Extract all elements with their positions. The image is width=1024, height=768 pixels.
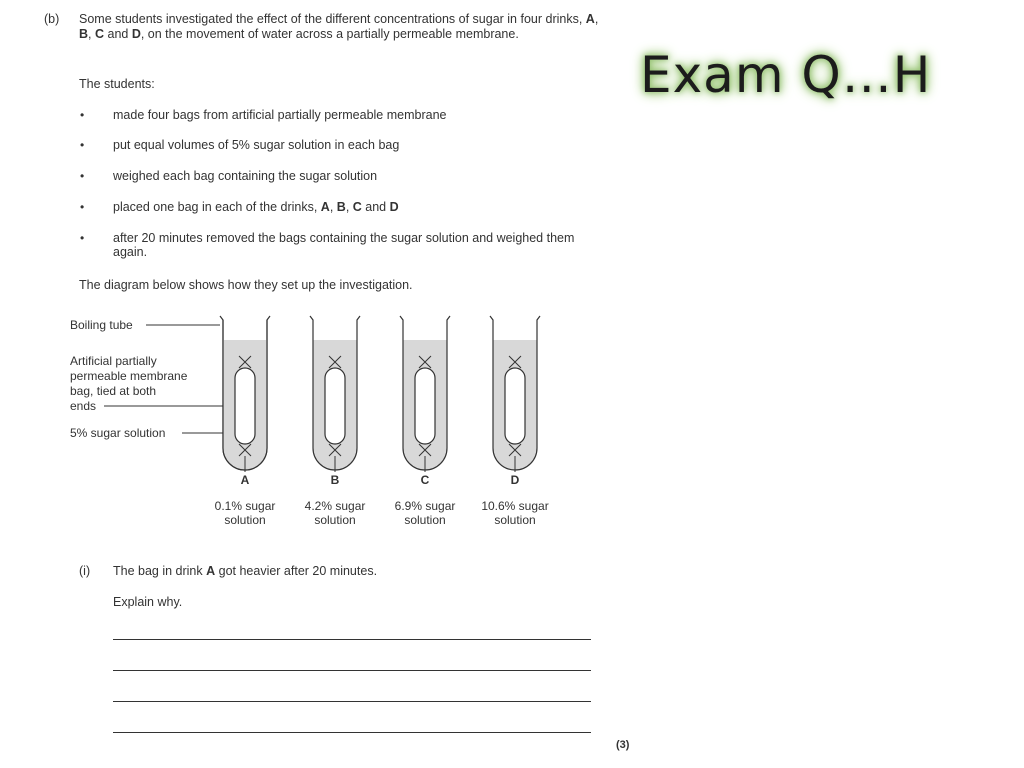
slide-title: Exam Q…H: [640, 46, 932, 104]
tube-concentration: 6.9% sugar: [394, 499, 456, 513]
bullet-item: put equal volumes of 5% sugar solution in each bag: [113, 138, 400, 152]
tube-letter: D: [510, 473, 520, 487]
answer-line[interactable]: [113, 639, 591, 640]
tube-concentration: 10.6% sugar: [481, 499, 549, 513]
bullet-item: after 20 minutes removed the bags containing the sugar solution and weighed them again.: [113, 231, 575, 259]
answer-line[interactable]: [113, 670, 591, 671]
answer-line[interactable]: [113, 701, 591, 702]
tube-letter: C: [420, 473, 430, 487]
students-heading: The students:: [79, 77, 155, 91]
bullet-marker: •: [80, 169, 85, 183]
subquestion-label: (i): [79, 564, 91, 578]
label-membrane-2: permeable membrane: [70, 369, 188, 383]
tube-a: [215, 316, 276, 527]
bullet-marker: •: [80, 138, 85, 152]
tube-solution: solution: [314, 513, 356, 527]
tube-concentration: 0.1% sugar: [214, 499, 276, 513]
tube-c: [395, 316, 456, 527]
label-boiling-tube: Boiling tube: [70, 318, 133, 332]
tube-d: [481, 316, 548, 527]
marks-label: (3): [616, 739, 630, 751]
tube-b: [305, 316, 366, 527]
bullet-marker: •: [80, 108, 85, 122]
investigation-diagram: [0, 300, 620, 540]
tube-solution: solution: [494, 513, 536, 527]
bullet-item: made four bags from artificial partially permeable membrane: [113, 108, 447, 122]
bullet-marker: •: [80, 200, 85, 214]
bullet-item: placed one bag in each of the drinks, A, B, C and D: [113, 200, 399, 214]
part-label: (b): [44, 12, 60, 26]
tube-letter: A: [240, 473, 250, 487]
label-membrane-4: ends: [70, 399, 97, 413]
label-membrane-3: bag, tied at both: [70, 384, 157, 398]
bullet-marker: •: [80, 231, 85, 245]
tube-solution: solution: [224, 513, 266, 527]
diagram-intro: The diagram below shows how they set up the investigation.: [79, 278, 413, 292]
question-intro: Some students investigated the effect of the different concentrations of sugar in four drinks, A, B, C and D, on the movement of water across a partially permeable membrane.: [79, 12, 599, 41]
tube-solution: solution: [404, 513, 446, 527]
bullet-item: weighed each bag containing the sugar solution: [113, 169, 378, 183]
tube-letter: B: [330, 473, 340, 487]
subquestion-text: The bag in drink A got heavier after 20 minutes.: [113, 564, 378, 578]
answer-line[interactable]: [113, 732, 591, 733]
label-membrane-1: Artificial partially: [70, 354, 157, 368]
tube-concentration: 4.2% sugar: [304, 499, 366, 513]
label-sugar-solution: 5% sugar solution: [70, 426, 166, 440]
subquestion-prompt: Explain why.: [113, 595, 183, 609]
